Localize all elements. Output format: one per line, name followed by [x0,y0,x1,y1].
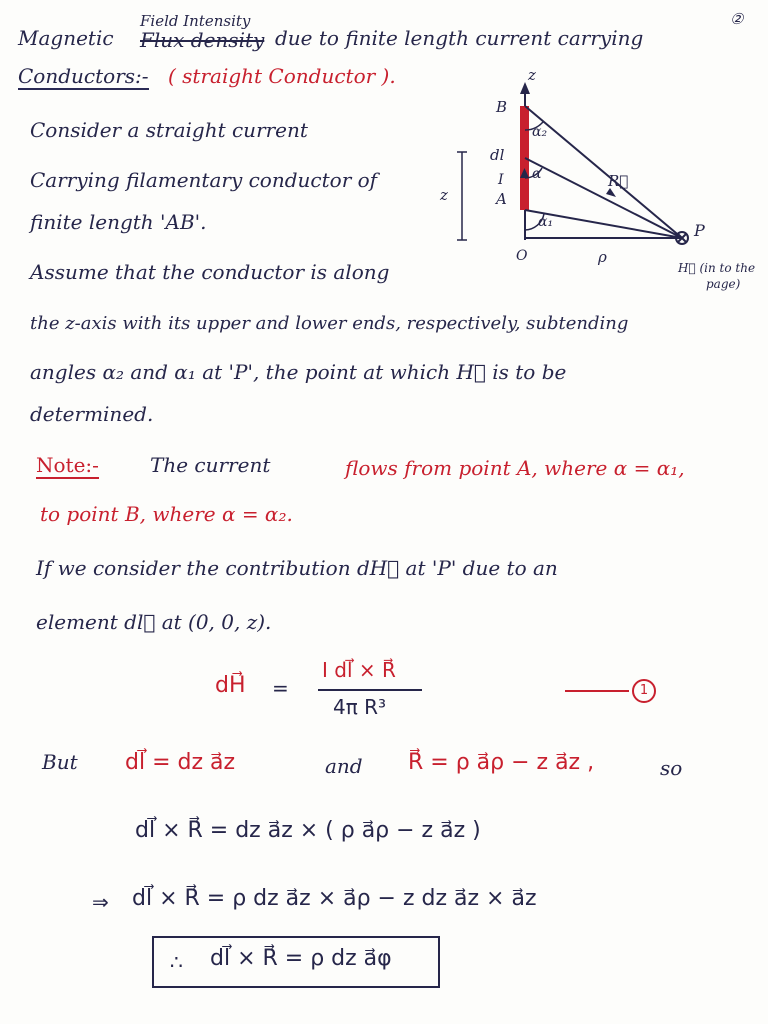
note-label: Note:- [36,453,99,477]
subtitle: ( straight Conductor ). [168,64,396,88]
result-equation: dl⃗ × R⃗ = ρ dz a⃗φ [210,946,392,971]
label-alpha: α [532,166,542,182]
eq1-number: 1 [632,679,656,703]
title-struck-word: Flux density [140,28,265,52]
eq1-denominator: 4π R³ [333,695,387,719]
dl-definition: dl⃗ = dz a⃗z [125,750,236,775]
implies-arrow: ⇒ [92,890,109,914]
label-P: P [694,221,705,240]
label-A: A [496,190,507,208]
intro-line-1: Consider a straight current [30,118,308,142]
eq1-equals: = [272,676,289,700]
title-rest: due to finite length current carrying [275,26,644,50]
intro-line-7: determined. [30,402,154,426]
note-line-2: to point B, where α = α₂. [40,502,293,526]
z-axis-label: z [528,66,536,84]
label-alpha1: α₁ [538,214,554,230]
conductor-AB [520,106,529,210]
so-word: so [660,756,683,780]
but-word: But [42,750,78,774]
and-word: and [325,754,363,778]
conductor-diagram [420,60,768,300]
eq1-fraction-bar [318,689,422,691]
h-note-line-2: page) [706,277,741,291]
therefore-symbol: ∴ [170,950,183,974]
intro-line-5: the z-axis with its upper and lower ends, respectively, subtending [30,313,629,334]
eq1-numerator: I dl⃗ × R⃗ [322,658,396,682]
title-insertion: Field Intensity [140,12,251,30]
label-alpha2: α₂ [532,124,548,140]
cross-product-step-2: dl⃗ × R⃗ = ρ dz a⃗z × a⃗ρ − z dz a⃗z × a⃗z [132,886,537,911]
title-line2: Conductors:- [18,64,149,88]
page-number: ② [730,10,744,28]
label-O: O [516,248,528,264]
label-R: R⃗ [608,172,629,190]
R-definition: R⃗ = ρ a⃗ρ − z a⃗z , [408,750,595,775]
intro-line-3: finite length 'AB'. [30,210,207,234]
intro-line-2: Carrying filamentary conductor of [30,168,378,192]
h-note-line-1: H⃗ (in to the [678,261,756,275]
eq1-lhs: dH⃗ [215,673,246,698]
note-line-1-red: flows from point A, where α = α₁, [345,456,685,480]
intro-line-6: angles α₂ and α₁ at 'P', the point at which H⃗ is to be [30,360,567,384]
intro-line-4: Assume that the conductor is along [30,260,390,284]
label-dl: dl [490,146,505,164]
label-B: B [496,98,508,116]
eq1-arrow [565,690,629,692]
body-line-1: If we consider the contribution dH⃗ at 'P' due to an [36,556,558,580]
side-z-label: z [440,186,448,204]
title-prefix: Magnetic [18,26,114,50]
label-I: I [498,172,504,188]
cross-product-step-1: dl⃗ × R⃗ = dz a⃗z × ( ρ a⃗ρ − z a⃗z ) [135,818,481,843]
note-line-1-black: The current [150,453,271,477]
body-line-2: element dl⃗ at (0, 0, z). [36,610,272,634]
label-rho: ρ [598,248,607,266]
